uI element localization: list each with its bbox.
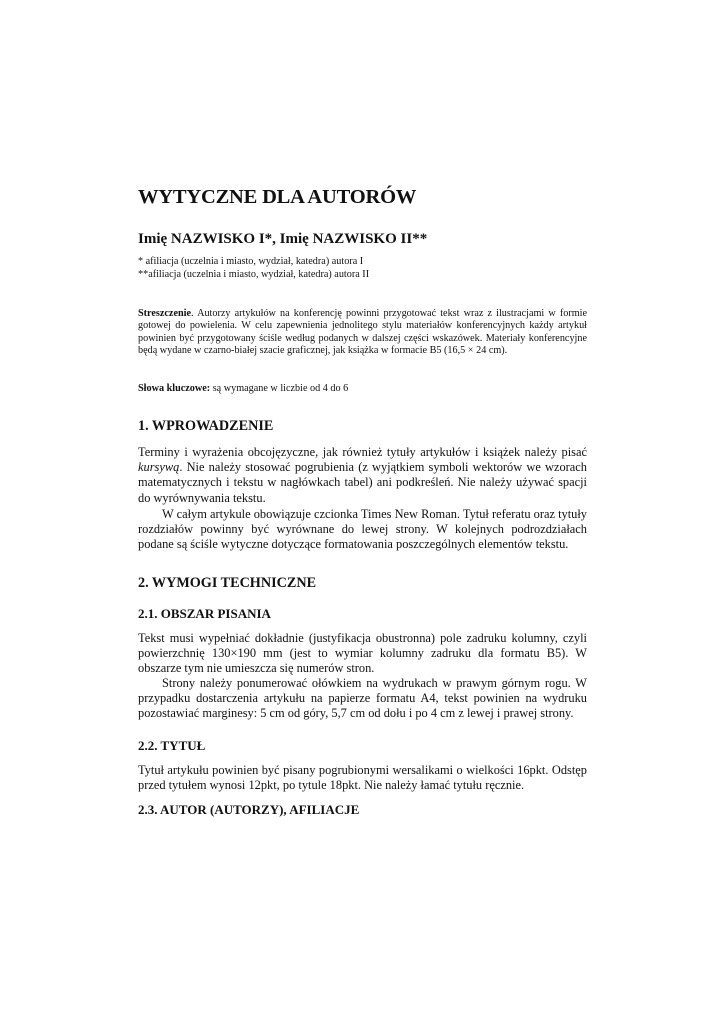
section-1-paragraph-1 [138,445,587,506]
subsection-2-1-paragraph-2: Strony należy ponumerować ołówkiem na wydrukach w prawym górnym rogu. W przypadku dostarczenia artykułu na papierze formatu A4, tekst powinien na wydruku pozostawiać marginesy: 5 cm od góry, 5,7 cm od dołu i po 4 cm z lewej i prawej strony. [138,676,587,721]
subsection-2-2-paragraph-1: Tytuł artykułu powinien być pisany pogrubionymi wersalikami o wielkości 16pkt. Odstęp przed tytułem wynosi 12pkt, po tytule 18pkt. Nie należy łamać tytułu ręcznie. [138,763,587,793]
abstract-text: . Autorzy artykułów na konferencję powinni przygotować tekst wraz z ilustracjami w formie gotowej do powielenia. W celu zapewnienia jednolitego stylu materiałów konferencyjnych każdy artykuł powinien być przygotowany ściśle według podanych w dalszej części wskazówek. Materiały konferencyjne będą wydane w czarno-białej szacie graficznej, jak książka w formacie B5 (16,5 × 24 cm). [138,308,587,357]
subsection-2-2-heading: 2.2. TYTUŁ [138,738,206,753]
keywords-line [138,383,348,394]
abstract-paragraph [138,308,587,358]
section-2-heading: 2. WYMOGI TECHNICZNE [138,575,317,591]
keywords-text: są wymagane w liczbie od 4 do 6 [210,383,349,394]
abstract-label: Streszczenie [138,308,191,319]
affiliation-1: * afiliacja (uczelnia i miasto, wydział, katedra) autora I [138,256,364,267]
affiliation-2: **afiliacja (uczelnia i miasto, wydział, katedra) autora II [138,269,370,280]
section-1-p1-text-a: Terminy i wyrażenia obcojęzyczne, jak również tytuły artykułów i książek należy pisać [138,445,587,459]
authors-line: Imię NAZWISKO I*, Imię NAZWISKO II** [138,231,428,247]
section-1-heading: 1. WPROWADZENIE [138,418,274,434]
section-1-paragraph-2: W całym artykule obowiązuje czcionka Times New Roman. Tytuł referatu oraz tytuły rozdziałów powinny być wyrównane do lewej strony. W kolejnych podrozdziałach podane są ściśle wytyczne dotyczące formatowania poszczególnych elementów tekstu. [138,507,587,552]
subsection-2-1-paragraph-1: Tekst musi wypełniać dokładnie (justyfikacja obustronna) pole zadruku kolumny, czyli powierzchnię 130×190 mm (jest to wymiar kolumny zadruku dla formatu B5). W obszarze tym nie umieszcza się numerów stron. [138,631,587,676]
section-1-p1-italic: kursywą [138,460,180,475]
subsection-2-3-heading: 2.3. AUTOR (AUTORZY), AFILIACJE [138,802,360,817]
document-title: WYTYCZNE DLA AUTORÓW [138,186,417,208]
section-1-p1-text-b: . Nie należy stosować pogrubienia (z wyjątkiem symboli wektorów we wzorach matematycznych i tekstu w nagłówkach tabel) ani podkreśleń. Nie należy używać spacji do wyrównywania tekstu. [138,460,587,505]
subsection-2-1-heading: 2.1. OBSZAR PISANIA [138,606,271,621]
keywords-label: Słowa kluczowe: [138,383,211,394]
